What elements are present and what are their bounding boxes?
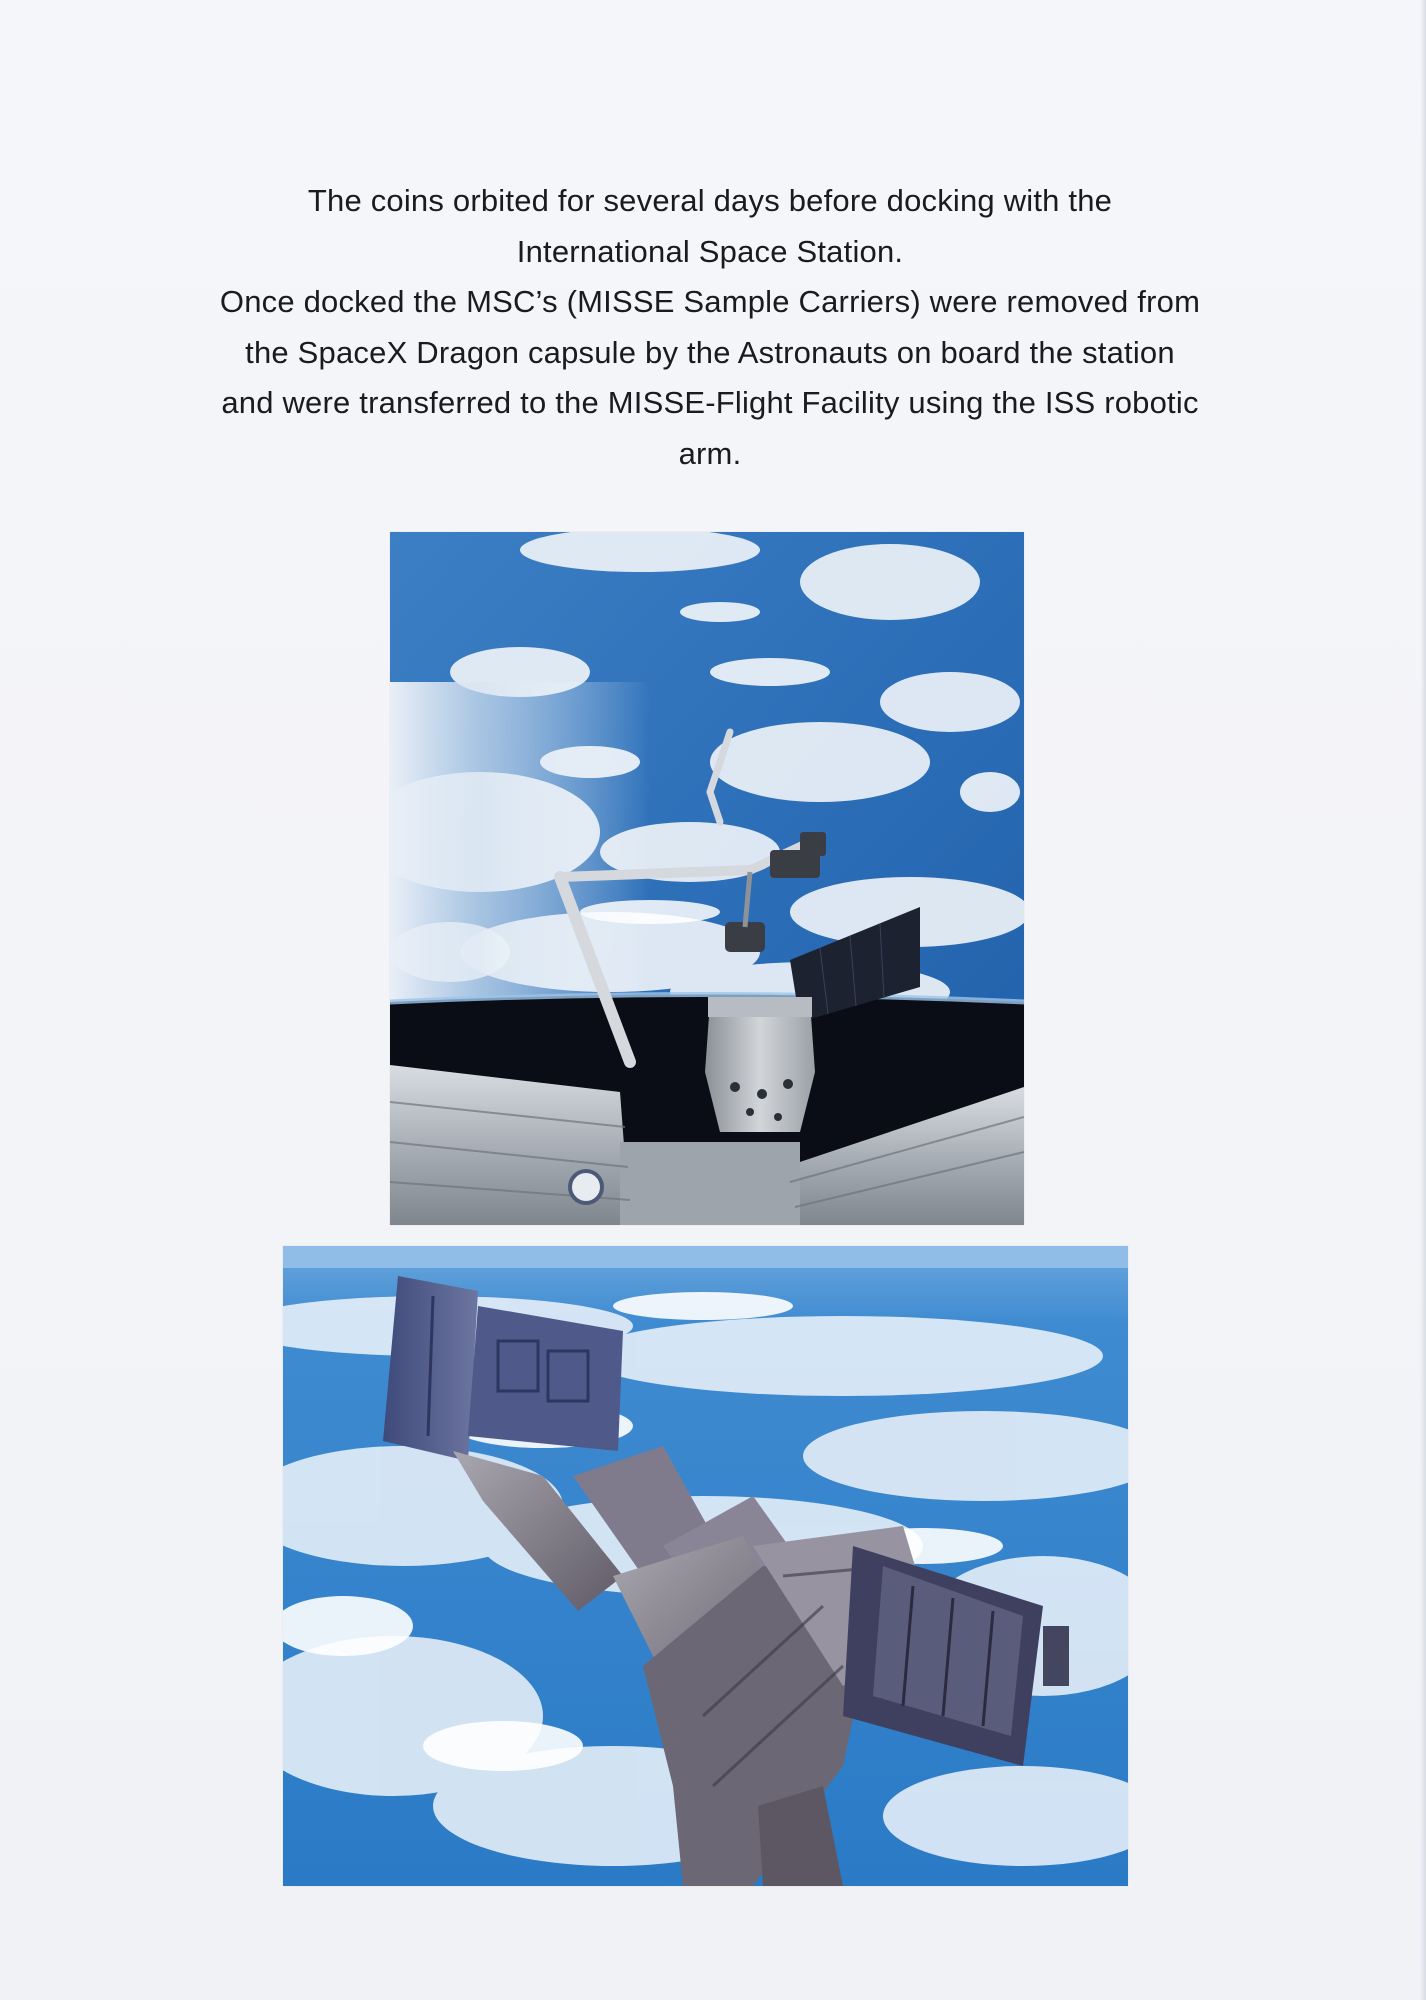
photo-robotic-arm-misse: [283, 1246, 1128, 1886]
caption-line: the SpaceX Dragon capsule by the Astronauts on board the station: [245, 334, 1175, 370]
caption-line: arm.: [678, 435, 742, 471]
caption-line: International Space Station.: [516, 233, 904, 269]
caption-line: The coins orbited for several days before docking with the: [307, 183, 1113, 218]
caption-line: and were transferred to the MISSE-Flight Facility using the ISS robotic: [221, 385, 1199, 420]
caption-line: Once docked the MSC’s (MISSE Sample Carriers) were removed from: [219, 284, 1201, 319]
caption-text-block: [140, 176, 1280, 479]
page-edge-shadow: [1420, 0, 1426, 2000]
photo-robotic-arm-misse-image: [283, 1246, 1128, 1886]
photo-dragon-berthed-iss: [390, 532, 1024, 1225]
photo-dragon-berthed-iss-image: [390, 532, 1024, 1225]
